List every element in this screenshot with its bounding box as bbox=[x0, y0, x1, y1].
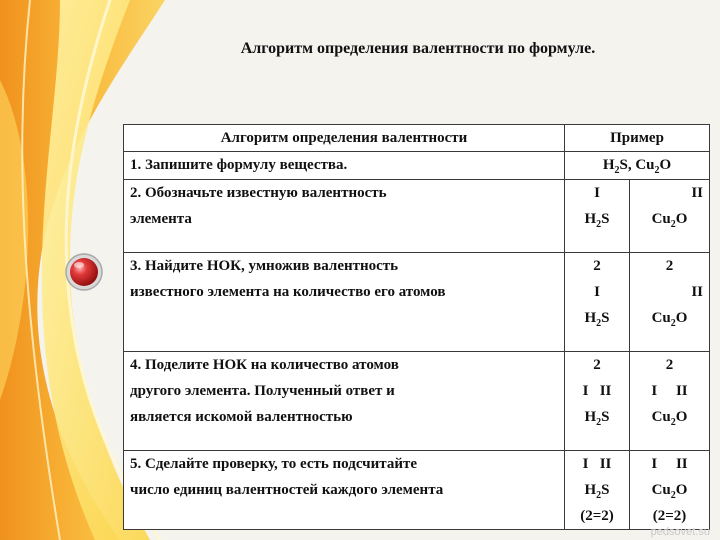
lcm-value: 2 bbox=[665, 357, 674, 373]
table-row bbox=[124, 451, 710, 530]
step-line: 4. Поделите НОК на количество атомов bbox=[130, 357, 399, 373]
valence-marks: I II bbox=[582, 383, 612, 399]
valence-mark: I bbox=[594, 284, 600, 300]
h2s-cell bbox=[565, 180, 630, 253]
valence-marks: I II bbox=[651, 456, 688, 472]
valence-algorithm-table bbox=[123, 124, 710, 530]
step-line: элемента bbox=[130, 211, 192, 227]
valence-mark: II bbox=[691, 185, 703, 201]
table-row bbox=[124, 152, 710, 180]
bullet-icon bbox=[64, 252, 104, 292]
formula-h2s: $H_2S$ bbox=[584, 482, 610, 501]
cu2o-cell bbox=[630, 352, 710, 451]
step-line: другого элемента. Полученный ответ и bbox=[130, 383, 395, 399]
watermark: pedsovet.su bbox=[650, 526, 710, 538]
valence-mark: II bbox=[691, 284, 703, 300]
step-cell bbox=[124, 352, 565, 451]
valence-marks: I II bbox=[651, 383, 688, 399]
table-row bbox=[124, 180, 710, 253]
table-row bbox=[124, 352, 710, 451]
check-result: (2=2) bbox=[652, 508, 687, 524]
formula-cu2o: $Cu_2O$ bbox=[651, 482, 688, 501]
header-example: Пример bbox=[565, 125, 710, 152]
valence-marks: I II bbox=[582, 456, 612, 472]
formula-cu2o: $Cu_2O$ bbox=[651, 211, 688, 230]
formula-cu2o: $Cu_2O$ bbox=[651, 310, 688, 329]
step-line: 5. Сделайте проверку, то есть подсчитайте bbox=[130, 456, 417, 472]
lcm-value: 2 bbox=[593, 357, 601, 373]
step-line: известного элемента на количество его атомов bbox=[130, 284, 446, 300]
h2s-cell bbox=[565, 253, 630, 352]
cu2o-cell bbox=[630, 451, 710, 530]
table-row bbox=[124, 253, 710, 352]
valence-mark: I bbox=[594, 185, 600, 201]
lcm-value: 2 bbox=[665, 258, 674, 274]
cu2o-cell bbox=[630, 253, 710, 352]
lcm-value: 2 bbox=[593, 258, 601, 274]
step-cell bbox=[124, 180, 565, 253]
header-algorithm: Алгоритм определения валентности bbox=[124, 125, 565, 152]
step-cell bbox=[124, 253, 565, 352]
cu2o-cell bbox=[630, 180, 710, 253]
step-line: является искомой валентностью bbox=[130, 409, 353, 425]
step-line: 3. Найдите НОК, умножив валентность bbox=[130, 258, 399, 274]
table-header-row bbox=[124, 125, 710, 152]
formula-h2s: $H_2S$ bbox=[584, 211, 610, 230]
step-cell: 1. Запишите формулу вещества. bbox=[124, 152, 565, 180]
example-cell bbox=[565, 152, 710, 180]
formula-cu2o: $Cu_2O$ bbox=[651, 409, 688, 428]
page-title: Алгоритм определения валентности по формуле. bbox=[240, 40, 596, 57]
h2s-cell bbox=[565, 451, 630, 530]
step-line: число единиц валентностей каждого элемента bbox=[130, 482, 444, 498]
formula-h2s: $H_2S$ bbox=[584, 310, 610, 329]
check-result: (2=2) bbox=[580, 508, 614, 524]
formula-h2s: $H_2S$ bbox=[584, 409, 610, 428]
step-cell bbox=[124, 451, 565, 530]
h2s-cell bbox=[565, 352, 630, 451]
step-line: 2. Обозначьте известную валентность bbox=[130, 185, 387, 201]
example-formulas: $H_2S$, $Cu_2O$ bbox=[602, 157, 672, 176]
